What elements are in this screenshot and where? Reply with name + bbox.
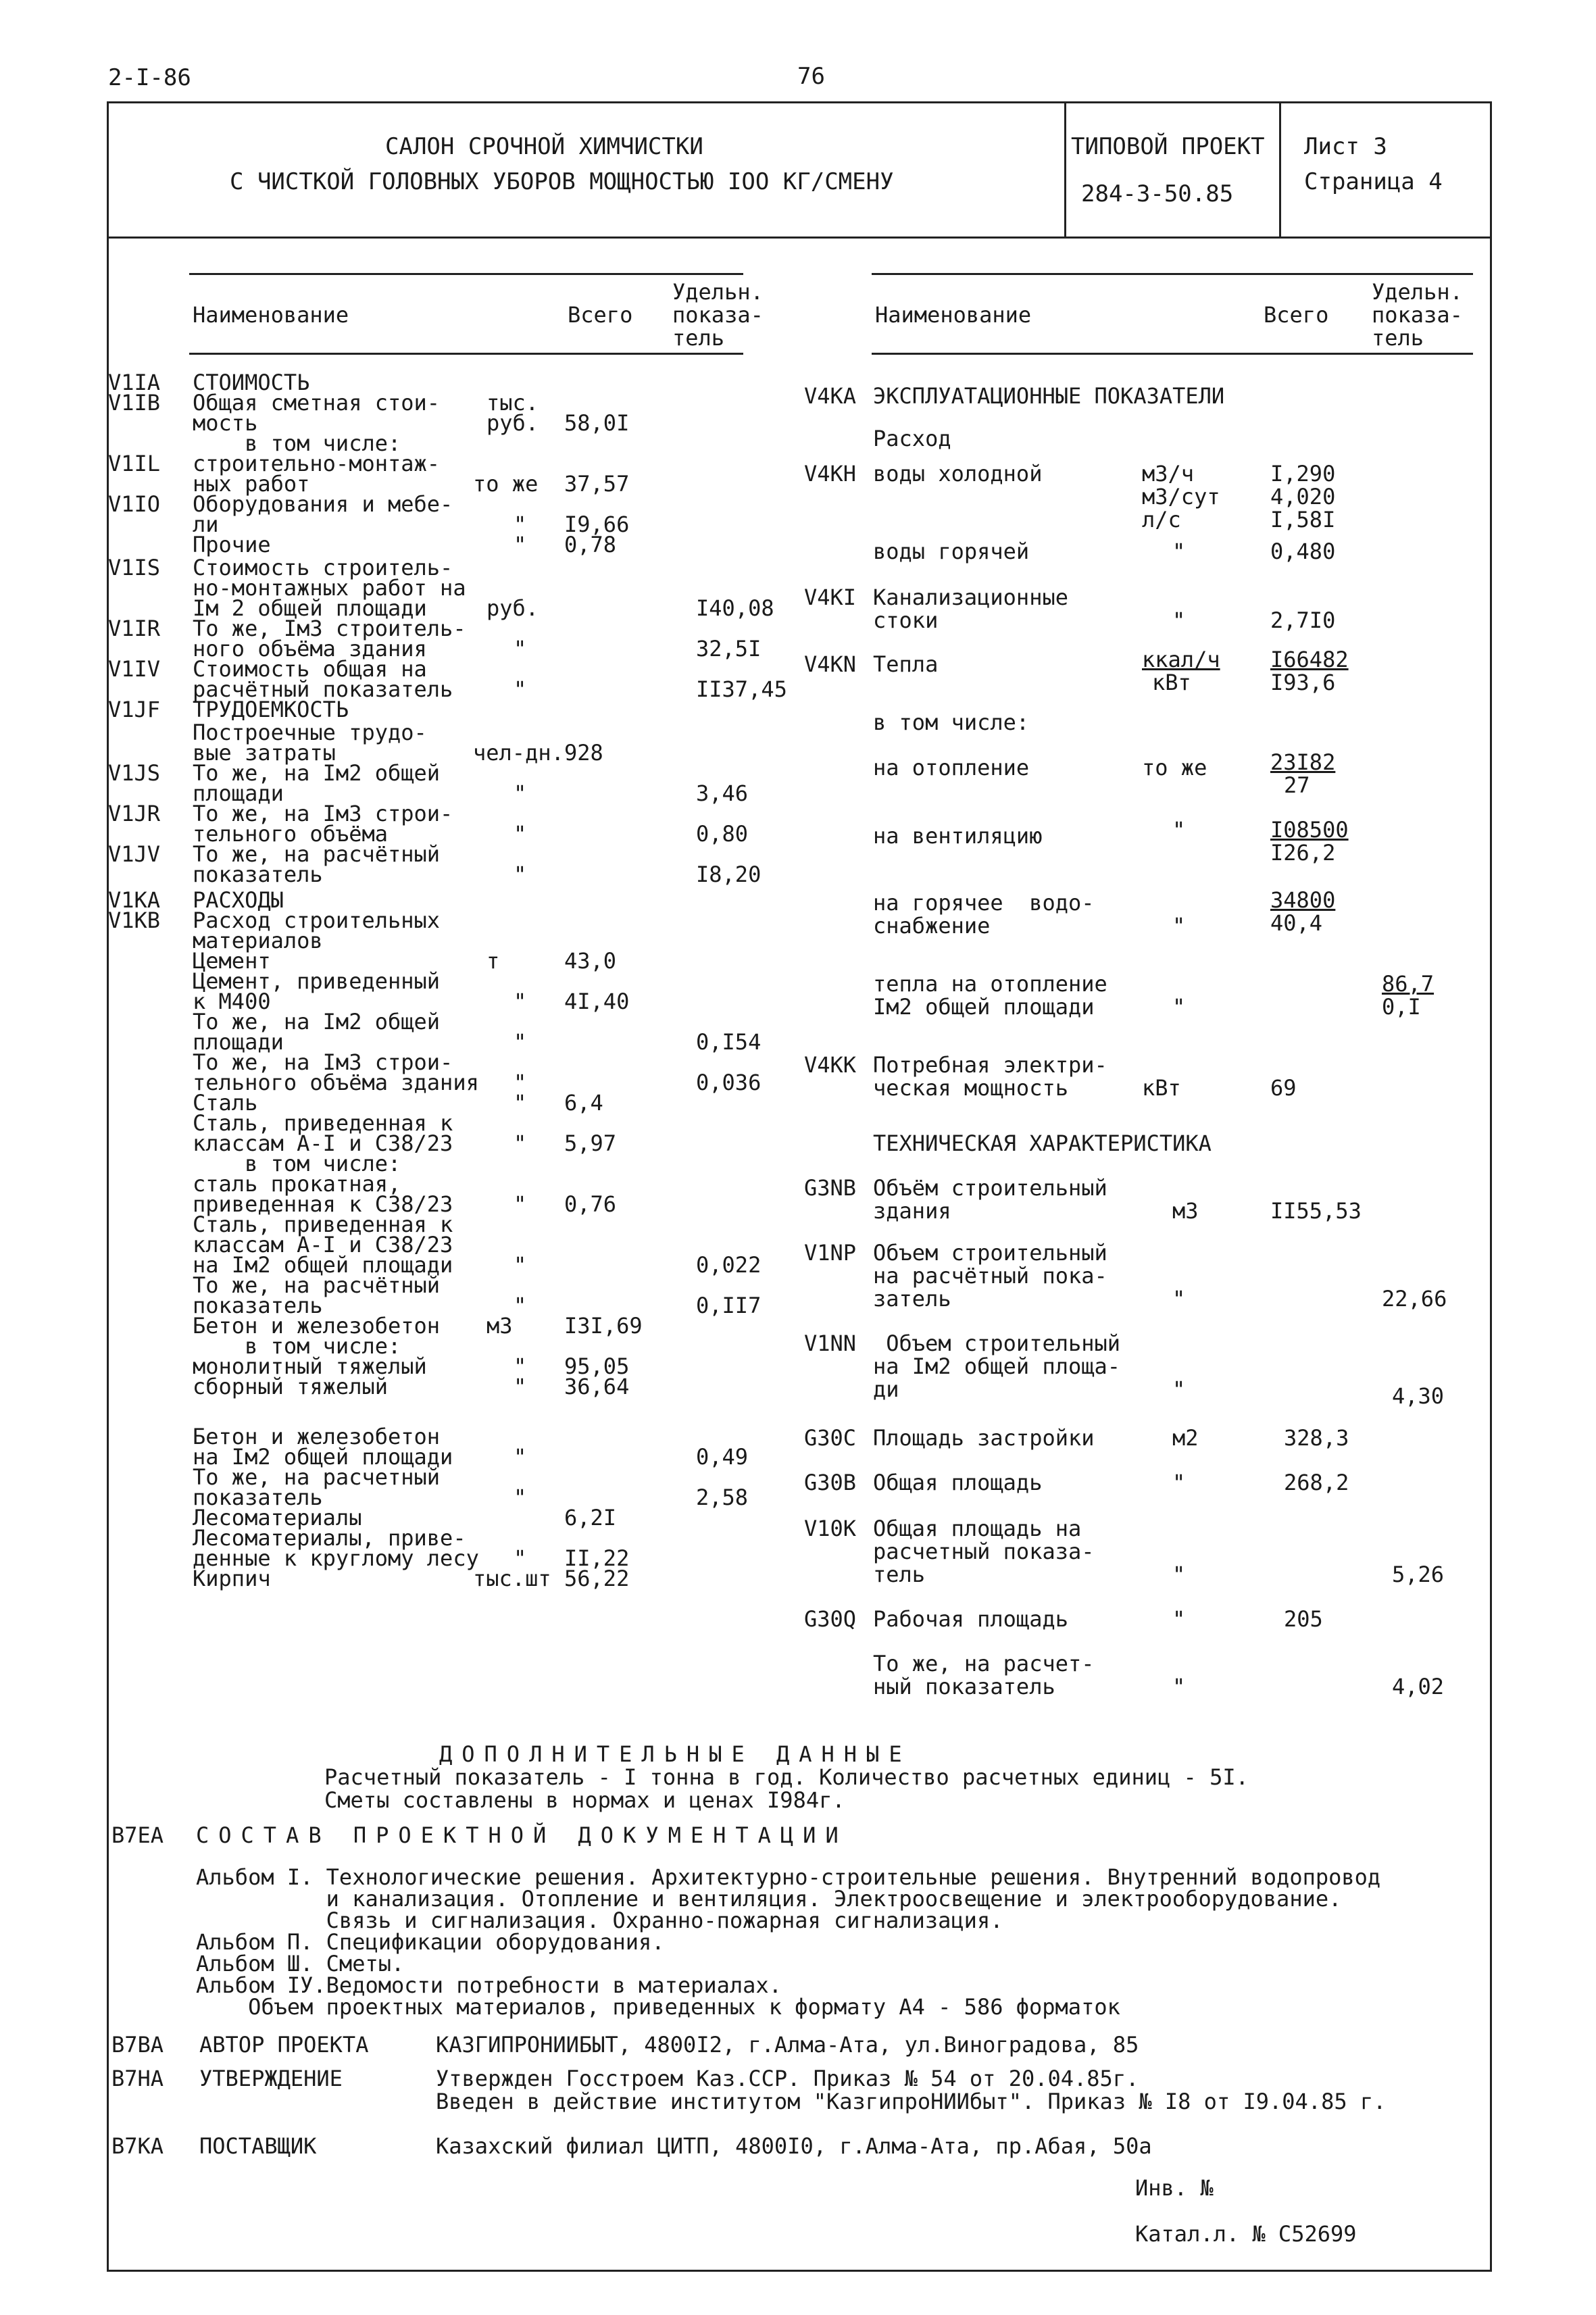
cold-water-value-3: I,58I: [1270, 507, 1336, 532]
supplier-label: ПОСТАВЩИК: [199, 2133, 317, 2159]
hotsupply-ditto: ": [1172, 913, 1186, 939]
hotsupply-value-top: 34800: [1270, 887, 1336, 913]
approval-code: B7HA: [111, 2066, 164, 2091]
heat-value-bottom: I93,6: [1270, 670, 1336, 695]
right-row-code: V4KN: [804, 651, 857, 677]
row-code: V1IL: [108, 451, 161, 476]
work-area-ditto: ": [1172, 1606, 1186, 1632]
row-name: мость: [193, 410, 258, 436]
cold-water-unit-1: м3/ч: [1142, 461, 1195, 487]
row-name: То же, на Iм2 общей: [193, 1009, 441, 1035]
right-row-name: ЭКСПЛУАТАЦИОННЫЕ ПОКАЗАТЕЛИ: [873, 383, 1225, 409]
right-row-code: G30B: [804, 1470, 857, 1495]
right-row-name: Площадь застройки: [873, 1425, 1095, 1451]
row-name: Прочие: [193, 532, 271, 557]
row-unit: ": [514, 1444, 527, 1470]
row-code: V1JF: [108, 697, 161, 722]
row-name: площади: [193, 780, 284, 806]
page-label: Страница 4: [1304, 168, 1443, 195]
row-name: ли: [193, 512, 219, 537]
right-row-name: стоки: [873, 607, 939, 633]
work-per-calc-ditto: ": [1172, 1674, 1186, 1699]
row-name: денные к круглому лесу: [193, 1545, 479, 1571]
row-unit: ": [514, 780, 527, 806]
right-row-name: Объём строительный: [873, 1175, 1107, 1201]
left-col-total: Всего: [568, 302, 633, 328]
row-spec: 2,58: [696, 1485, 749, 1510]
right-row-name: Тепла: [873, 651, 939, 677]
volume-per-calc-ditto: ": [1172, 1286, 1186, 1312]
title-line-2: С ЧИСТКОЙ ГОЛОВНЫХ УБОРОВ МОЩНОСТЬЮ IOO КГ/СМЕНУ: [230, 168, 894, 195]
left-col-spec-1: Удельн.: [672, 279, 764, 305]
row-name: Бетон и железобетон: [193, 1313, 441, 1339]
document-code: 2-I-86: [108, 64, 191, 91]
built-area-value: 328,3: [1284, 1425, 1349, 1451]
row-name: РАСХОДЫ: [193, 887, 284, 913]
row-spec: 32,5I: [696, 636, 762, 662]
row-total: 0,78: [564, 532, 617, 557]
area-per-calc-value: 5,26: [1392, 1562, 1445, 1587]
row-unit: ": [514, 1029, 527, 1055]
right-row-code: V4KK: [804, 1052, 857, 1078]
right-row-name: Канализационные: [873, 584, 1068, 610]
cold-water-unit-3: л/с: [1142, 507, 1181, 532]
row-code: V1KA: [108, 887, 161, 913]
additional-title: ДОПОЛНИТЕЛЬНЫЕ ДАННЫЕ: [439, 1741, 912, 1767]
row-name: Стоимость общая на: [193, 656, 427, 682]
row-name: тельного объёма здания: [193, 1070, 479, 1095]
row-unit: ": [514, 989, 527, 1014]
additional-line-1: Расчетный показатель - I тонна в год. Количество расчетных единиц - 5I.: [324, 1764, 1249, 1790]
right-row-name: Общая площадь: [873, 1470, 1043, 1495]
row-unit: ": [514, 1293, 527, 1318]
heat-unit-top: ккал/ч: [1142, 647, 1220, 672]
row-spec: 0,II7: [696, 1293, 762, 1318]
right-row-code: V1NP: [804, 1240, 857, 1266]
right-col-spec-2: показа-: [1372, 302, 1463, 328]
right-header-line-top: [872, 273, 1473, 275]
row-spec: 0,49: [696, 1444, 749, 1470]
right-row-code: V4KH: [804, 461, 857, 487]
composition-code: B7EA: [111, 1822, 164, 1848]
row-total: 6,2I: [564, 1505, 617, 1530]
total-area-value: 268,2: [1284, 1470, 1349, 1495]
work-area-value: 205: [1284, 1606, 1323, 1632]
hotsupply-value-bottom: 40,4: [1270, 910, 1323, 936]
per-m2-value-bottom: 0,I: [1382, 994, 1421, 1020]
power-unit: кВт: [1142, 1075, 1181, 1101]
row-name: Оборудования и мебе-: [193, 491, 453, 517]
right-row-name: ди: [873, 1376, 899, 1402]
row-unit: ": [514, 821, 527, 847]
row-unit: ": [514, 1485, 527, 1510]
approval-label: УТВЕРЖДЕНИЕ: [199, 2066, 343, 2091]
row-name: сталь прокатная,: [193, 1171, 401, 1197]
right-row-name: Объем строительный: [873, 1330, 1121, 1356]
row-name: монолитный тяжелый: [193, 1353, 427, 1379]
heat-value-top: I66482: [1270, 647, 1349, 672]
row-name: Iм 2 общей площади: [193, 595, 427, 621]
cold-water-value-2: 4,020: [1270, 484, 1336, 509]
row-spec: I40,08: [696, 595, 774, 621]
right-row-code: G3NB: [804, 1175, 857, 1201]
page-number: 76: [797, 63, 825, 90]
right-row-name: снабжение: [873, 913, 991, 939]
row-name: ного объёма здания: [193, 636, 427, 662]
row-name: Лесоматериалы, приве-: [193, 1525, 466, 1551]
row-code: V1IV: [108, 656, 161, 682]
row-name: расчётный показатель: [193, 676, 453, 702]
left-col-name: Наименование: [193, 302, 349, 328]
right-row-name: затель: [873, 1286, 951, 1312]
additional-line-2: Сметы составлены в нормах и ценах I984г.: [324, 1787, 845, 1813]
row-total: 5,97: [564, 1130, 617, 1156]
composition-line-2: и канализация. Отопление и вентиляция. Электроосвещение и электрооборудование.: [196, 1886, 1342, 1912]
row-total: 37,57: [564, 471, 630, 497]
row-unit: ": [514, 1252, 527, 1278]
row-total: 6,4: [564, 1090, 603, 1116]
row-name: сборный тяжелый: [193, 1374, 388, 1399]
row-name: тельного объёма: [193, 821, 388, 847]
composition-line-4: Альбом П. Спецификации оборудования.: [196, 1929, 665, 1955]
volume-per-calc-value: 22,66: [1382, 1286, 1447, 1312]
right-row-name: Объем строительный: [873, 1240, 1107, 1266]
row-name: в том числе:: [193, 430, 401, 456]
row-unit: руб.: [487, 595, 539, 621]
composition-line-5: Альбом Ш. Сметы.: [196, 1951, 405, 1976]
row-spec: 0,80: [696, 821, 749, 847]
row-unit: ": [514, 532, 527, 557]
row-unit: ": [514, 512, 527, 537]
row-total: 95,05: [564, 1353, 630, 1379]
composition-line-3: Связь и сигнализация. Охранно-пожарная сигнализация.: [196, 1908, 1003, 1933]
heating-value-bottom: 27: [1284, 772, 1310, 798]
right-col-spec-3: тель: [1372, 325, 1424, 351]
row-unit: ": [514, 1191, 527, 1217]
volume-unit: м3: [1172, 1198, 1199, 1224]
row-name: в том числе:: [193, 1151, 401, 1176]
right-row-name: Расход: [873, 426, 951, 451]
row-name: То же, на Iм3 строи-: [193, 1049, 453, 1075]
volume-per-m2-ditto: ": [1172, 1376, 1186, 1402]
header-divider-v2: [1279, 101, 1281, 237]
right-row-name: на отопление: [873, 755, 1030, 780]
row-name: к М400: [193, 989, 271, 1014]
row-unit: тыс.: [487, 390, 539, 416]
right-row-name: на вентиляцию: [873, 823, 1043, 849]
hot-water-ditto: ": [1172, 539, 1186, 564]
row-unit: ": [514, 1545, 527, 1571]
heat-unit-bottom: кВт: [1152, 670, 1191, 695]
row-unit: м3: [487, 1313, 513, 1339]
cold-water-value-1: I,290: [1270, 461, 1336, 487]
catalog-number: Катал.л. № С52699: [1135, 2221, 1357, 2247]
built-area-unit: м2: [1172, 1425, 1199, 1451]
row-name: Цемент: [193, 948, 271, 974]
row-unit: ": [514, 676, 527, 702]
sewage-value: 2,7I0: [1270, 607, 1336, 633]
header-divider-v1: [1064, 101, 1066, 237]
row-name: показатель: [193, 1293, 323, 1318]
row-total: I3I,69: [564, 1313, 643, 1339]
row-unit: ": [514, 636, 527, 662]
row-name: То же, Iм3 строитель-: [193, 616, 466, 641]
right-row-code: G30C: [804, 1425, 857, 1451]
row-unit: тыс.шт: [473, 1566, 551, 1591]
composition-line-1: Альбом I. Технологические решения. Архитектурно-строительные решения. Внутренний водопровод: [196, 1864, 1381, 1890]
row-unit: чел-дн.: [473, 740, 564, 766]
right-col-name: Наименование: [875, 302, 1032, 328]
row-name: Сталь: [193, 1090, 258, 1116]
row-name: Лесоматериалы: [193, 1505, 362, 1530]
right-row-name: ТЕХНИЧЕСКАЯ ХАРАКТЕРИСТИКА: [873, 1130, 1212, 1156]
right-row-name: на расчётный пока-: [873, 1263, 1107, 1289]
right-row-name: на Iм2 общей площа-: [873, 1353, 1121, 1379]
row-code: V1IB: [108, 390, 161, 416]
row-name: То же, на расчётный: [193, 841, 441, 867]
per-m2-ditto: ": [1172, 994, 1186, 1020]
vent-value-bottom: I26,2: [1270, 840, 1336, 866]
supplier-value: Казахский филиал ЦИТП, 4800I0, г.Алма-Ата, пр.Абая, 50а: [436, 2133, 1152, 2159]
area-per-calc-ditto: ": [1172, 1562, 1186, 1587]
row-name: Бетон и железобетон: [193, 1424, 441, 1449]
row-spec: 0,I54: [696, 1029, 762, 1055]
right-row-code: G30Q: [804, 1606, 857, 1632]
row-name: показатель: [193, 862, 323, 887]
vent-value-top: I08500: [1270, 817, 1349, 843]
right-row-name: здания: [873, 1198, 951, 1224]
composition-line-6: Альбом IУ.Ведомости потребности в материалах.: [196, 1972, 782, 1998]
left-header-line-bottom: [189, 353, 743, 355]
row-name: классам А-I и С38/23: [193, 1130, 453, 1156]
row-name: Общая сметная стои-: [193, 390, 441, 416]
right-row-name: расчетный показа-: [873, 1539, 1095, 1564]
right-col-spec-1: Удельн.: [1372, 279, 1463, 305]
right-row-name: То же, на расчет-: [873, 1651, 1095, 1676]
row-unit: ": [514, 1353, 527, 1379]
right-row-name: Потребная электри-: [873, 1052, 1107, 1078]
header-divider: [107, 237, 1492, 239]
right-header-line-bottom: [872, 353, 1473, 355]
left-col-spec-3: тель: [672, 325, 725, 351]
row-name: строительно-монтаж-: [193, 451, 441, 476]
right-row-name: тель: [873, 1562, 926, 1587]
row-name: вые затраты: [193, 740, 336, 766]
row-unit: ": [514, 1374, 527, 1399]
row-name: ТРУДОЕМКОСТЬ: [193, 697, 349, 722]
row-name: на Iм2 общей площади: [193, 1444, 453, 1470]
row-name: Кирпич: [193, 1566, 271, 1591]
row-name: материалов: [193, 928, 323, 953]
composition-line-7: Объем проектных материалов, приведенных к формату А4 - 586 форматок: [196, 1994, 1120, 2020]
author-label: АВТОР ПРОЕКТА: [199, 2032, 369, 2058]
volume-per-m2-value: 4,30: [1392, 1383, 1445, 1409]
right-row-code: V4KA: [804, 383, 857, 409]
row-name: в том числе:: [193, 1333, 401, 1359]
right-row-code: V4KI: [804, 584, 857, 610]
right-row-code: V1NN: [804, 1330, 857, 1356]
right-row-name: воды горячей: [873, 539, 1030, 564]
right-row-name: тепла на отопление: [873, 971, 1107, 997]
power-value: 69: [1270, 1075, 1297, 1101]
heating-same: то же: [1142, 755, 1207, 780]
row-total: 36,64: [564, 1374, 630, 1399]
sewage-ditto: ": [1172, 607, 1186, 633]
right-row-name: Рабочая площадь: [873, 1606, 1068, 1632]
row-spec: 0,036: [696, 1070, 762, 1095]
left-col-spec-2: показа-: [672, 302, 764, 328]
row-name: классам А-I и С38/23: [193, 1232, 453, 1258]
row-name: Расход строительных: [193, 907, 441, 933]
row-unit: ": [514, 862, 527, 887]
row-name: То же, на расчётный: [193, 1272, 441, 1298]
right-row-name: в том числе:: [873, 710, 1030, 735]
row-name: То же, на Iм2 общей: [193, 760, 441, 786]
right-col-total: Всего: [1264, 302, 1329, 328]
per-m2-value-top: 86,7: [1382, 971, 1435, 997]
row-name: приведенная к С38/23: [193, 1191, 453, 1217]
project-number: 284-3-50.85: [1081, 180, 1234, 207]
vent-ditto: ": [1172, 817, 1186, 843]
row-unit: руб.: [487, 410, 539, 436]
row-name: То же, на расчетный: [193, 1464, 441, 1490]
row-total: II,22: [564, 1545, 630, 1571]
row-spec: I8,20: [696, 862, 762, 887]
right-row-name: ный показатель: [873, 1674, 1055, 1699]
row-code: V1IA: [108, 370, 161, 395]
right-row-name: воды холодной: [873, 461, 1043, 487]
row-total: 58,0I: [564, 410, 630, 436]
row-code: V1KB: [108, 907, 161, 933]
row-unit: т: [487, 948, 500, 974]
row-unit: ": [514, 1130, 527, 1156]
row-name: на Iм2 общей площади: [193, 1252, 453, 1278]
row-spec: II37,45: [696, 676, 787, 702]
row-total: 56,22: [564, 1566, 630, 1591]
row-total: 4I,40: [564, 989, 630, 1014]
row-name: показатель: [193, 1485, 323, 1510]
row-code: V1JV: [108, 841, 161, 867]
row-name: Цемент, приведенный: [193, 968, 441, 994]
row-code: V1JR: [108, 801, 161, 826]
hot-water-value: 0,480: [1270, 539, 1336, 564]
right-row-name: на горячее водо-: [873, 890, 1095, 916]
row-code: V1IS: [108, 555, 161, 580]
sheet-label: Лист 3: [1304, 133, 1387, 160]
row-name: Построечные трудо-: [193, 720, 427, 745]
author-value: КАЗГИПРОНИИБЫТ, 4800I2, г.Алма-Ата, ул.Виноградова, 85: [436, 2032, 1139, 2058]
row-total: 928: [564, 740, 603, 766]
row-total: 0,76: [564, 1191, 617, 1217]
title-line-1: САЛОН СРОЧНОЙ ХИМЧИСТКИ: [385, 133, 703, 160]
heating-value-top: 23I82: [1270, 749, 1336, 775]
right-row-name: Общая площадь на: [873, 1516, 1082, 1541]
row-code: V1JS: [108, 760, 161, 786]
row-name: Стоимость строитель-: [193, 555, 453, 580]
row-unit: ": [514, 1090, 527, 1116]
row-spec: 0,022: [696, 1252, 762, 1278]
approval-line-2: Введен в действие институтом "КазгипроНИИбыт". Приказ № I8 от I9.04.85 г.: [436, 2089, 1387, 2114]
volume-value: II55,53: [1270, 1198, 1362, 1224]
row-name: но-монтажных работ на: [193, 575, 466, 601]
cold-water-unit-2: м3/сут: [1142, 484, 1220, 509]
project-label: ТИПОВОЙ ПРОЕКТ: [1071, 133, 1265, 160]
approval-line-1: Утвержден Госстроем Каз.ССР. Приказ № 54 от 20.04.85г.: [436, 2066, 1139, 2091]
left-header-line-top: [189, 273, 743, 275]
row-total: I9,66: [564, 512, 630, 537]
row-code: V1IO: [108, 491, 161, 517]
row-total: 43,0: [564, 948, 617, 974]
row-name: площади: [193, 1029, 284, 1055]
supplier-code: B7KA: [111, 2133, 164, 2159]
inventory-number: Инв. №: [1135, 2175, 1214, 2201]
row-code: V1IR: [108, 616, 161, 641]
row-unit: то же: [473, 471, 539, 497]
row-unit: ": [514, 1070, 527, 1095]
right-row-name: Iм2 общей площади: [873, 994, 1095, 1020]
work-per-calc-value: 4,02: [1392, 1674, 1445, 1699]
row-name: Сталь, приведенная к: [193, 1110, 453, 1136]
right-row-code: V10K: [804, 1516, 857, 1541]
total-area-ditto: ": [1172, 1470, 1186, 1495]
row-name: Сталь, приведенная к: [193, 1212, 453, 1237]
row-spec: 3,46: [696, 780, 749, 806]
right-row-name: ческая мощность: [873, 1075, 1068, 1101]
row-name: ных работ: [193, 471, 310, 497]
row-name: То же, на Iм3 строи-: [193, 801, 453, 826]
composition-title: СОСТАВ ПРОЕКТНОЙ ДОКУМЕНТАЦИИ: [196, 1822, 848, 1848]
row-name: СТОИМОСТЬ: [193, 370, 310, 395]
author-code: B7BA: [111, 2032, 164, 2058]
